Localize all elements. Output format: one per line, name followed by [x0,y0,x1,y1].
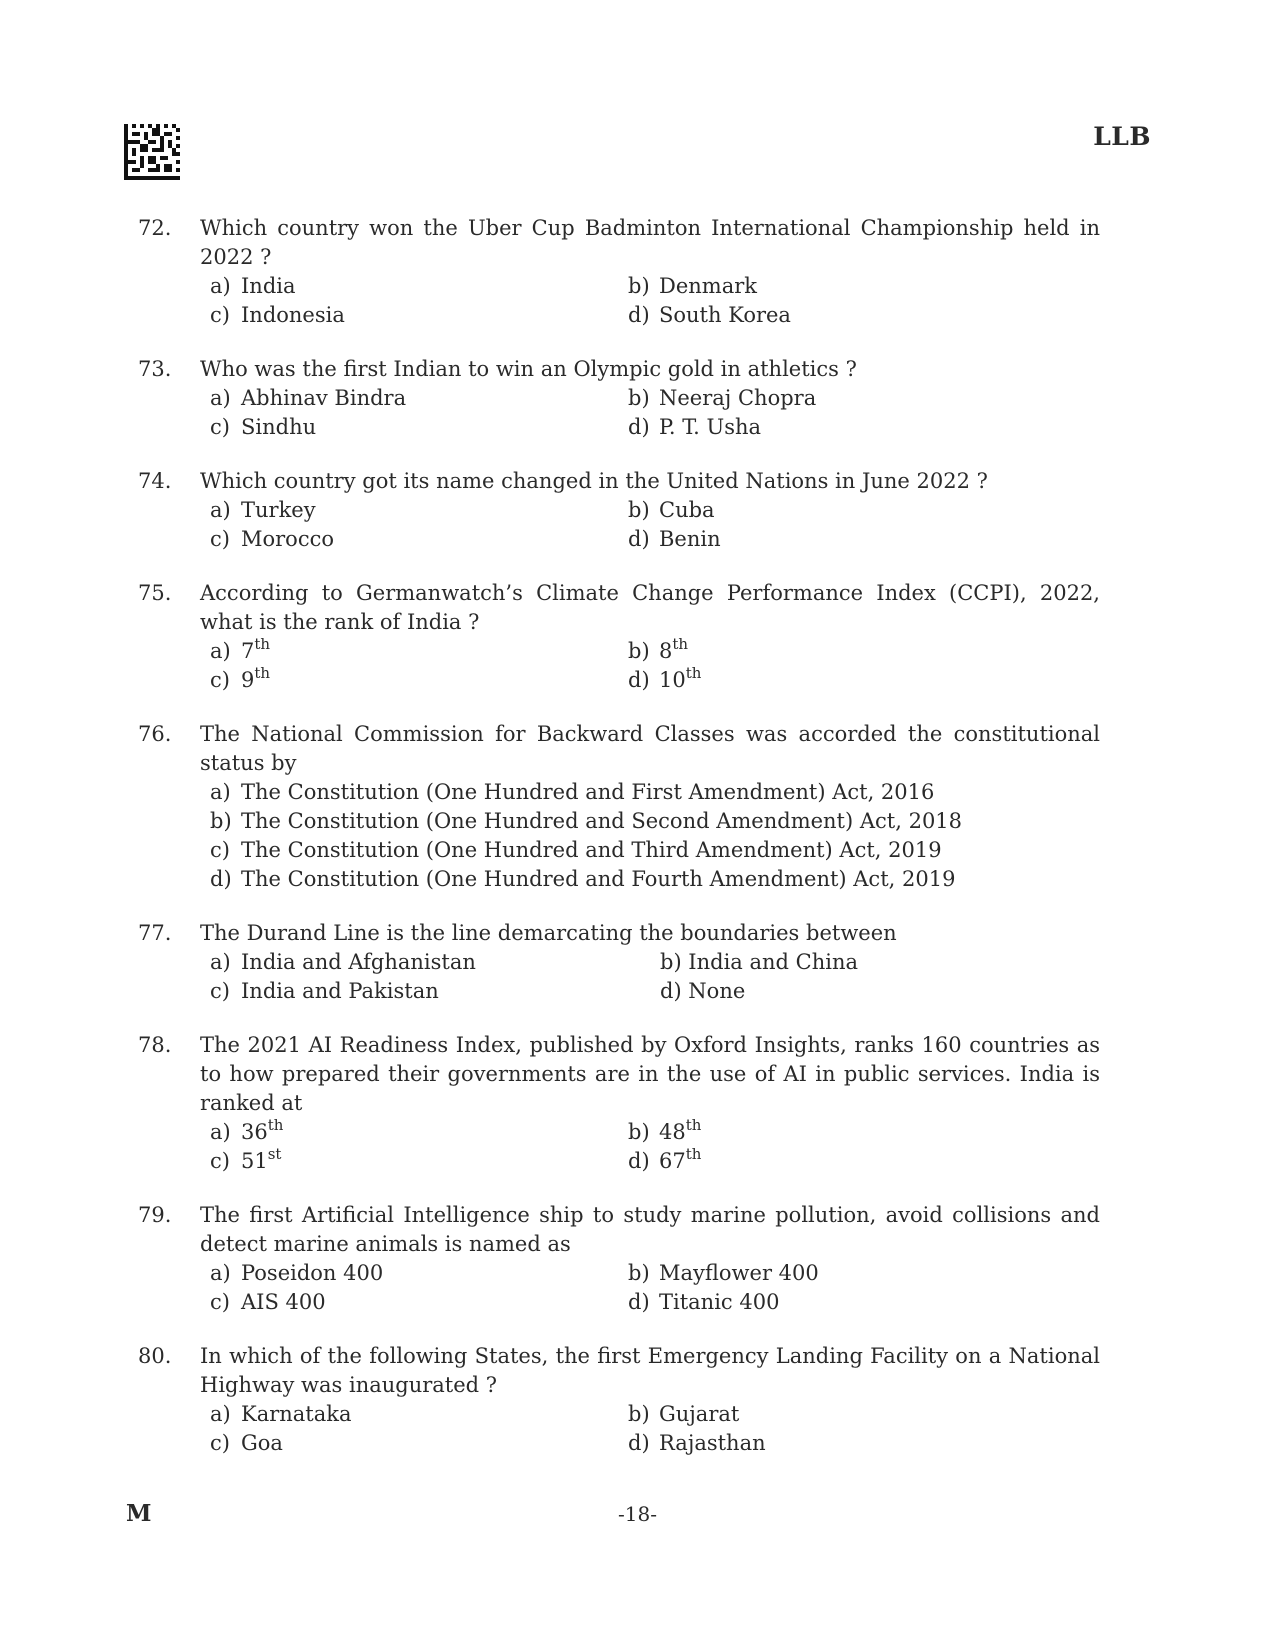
answer-option [210,525,628,554]
option-text: Poseidon 400 [241,1261,384,1285]
option-letter: a) [210,498,231,522]
option-letter: c) [210,979,230,1003]
answer-option [210,836,1100,865]
option-list [210,1400,1100,1458]
option-text: Morocco [241,527,334,551]
question-block [138,1342,1100,1458]
answer-option [210,807,1100,836]
option-letter: c) [210,527,230,551]
question-number: 77. [138,921,172,945]
option-letter: a) [210,1402,231,1426]
question-row [138,467,1100,496]
option-letter: a) [210,386,231,410]
question-block [138,720,1100,894]
question-list [138,214,1100,1483]
option-text: The Constitution (One Hundred and Second Amendment) Act, 2018 [241,809,963,833]
option-text: Benin [659,527,721,551]
option-text: Indonesia [241,303,345,327]
option-letter: c) [210,1149,230,1173]
option-ordinal-suffix: st [267,1145,282,1163]
answer-option [628,637,1100,666]
option-text: Denmark [659,274,757,298]
option-ordinal-suffix: th [685,1145,702,1163]
answer-option [210,1400,628,1429]
option-text: India [241,274,296,298]
option-list [210,778,1100,894]
option-ordinal-suffix: th [267,1116,284,1134]
option-text: Karnataka [241,1402,352,1426]
answer-option [210,1118,628,1147]
question-row [138,579,1100,637]
option-letter: d) [628,527,650,551]
option-text: Gujarat [659,1402,740,1426]
question-row [138,919,1100,948]
booklet-series: M [126,1500,152,1527]
answer-option [628,1288,1100,1317]
option-text: AIS 400 [241,1290,326,1314]
answer-option [628,272,1100,301]
answer-option [628,413,1100,442]
option-text: Sindhu [241,415,317,439]
option-letter: d) [210,867,232,891]
answer-option [628,384,1100,413]
answer-option [210,637,628,666]
answer-option [210,948,660,977]
option-text: Goa [241,1431,283,1455]
answer-option [210,666,628,695]
option-ordinal-suffix: th [254,664,271,682]
option-text: Cuba [659,498,715,522]
option-letter: d) [628,668,650,692]
answer-option [210,413,628,442]
question-row [138,720,1100,778]
option-letter: c) [210,303,230,327]
answer-option [628,301,1100,330]
question-number: 75. [138,581,172,605]
option-list [210,1259,1100,1317]
option-text: Mayflower 400 [659,1261,819,1285]
answer-option [628,1259,1100,1288]
answer-option [210,301,628,330]
option-ordinal-suffix: th [685,1116,702,1134]
option-text: The Constitution (One Hundred and Fourth Amendment) Act, 2019 [241,867,956,891]
option-letter: c) [210,415,230,439]
answer-option [660,977,1100,1006]
option-letter: a) [210,1261,231,1285]
option-text: P. T. Usha [659,415,762,439]
question-number: 72. [138,216,172,240]
option-list [210,948,1100,1006]
option-letter: b) [628,386,650,410]
option-letter: a) [210,780,231,804]
question-number: 74. [138,469,172,493]
question-row [138,355,1100,384]
option-letter: c) [210,1431,230,1455]
option-ordinal-suffix: th [254,635,271,653]
option-list [210,272,1100,330]
answer-option [210,272,628,301]
option-letter: b) [628,274,650,298]
option-list [210,496,1100,554]
question-row [138,1201,1100,1259]
answer-option [660,948,1100,977]
option-ordinal-suffix: th [685,664,702,682]
answer-option [628,525,1100,554]
option-text: The Constitution (One Hundred and Third Amendment) Act, 2019 [241,838,942,862]
option-letter: c) [210,838,230,862]
question-number: 78. [138,1033,172,1057]
option-letter: b) [628,639,650,663]
question-text: The National Commission for Backward Classes was accorded the constitutional status by [200,722,1100,775]
question-block [138,355,1100,442]
option-text: 48 [659,1120,686,1144]
option-letter: d) [628,415,650,439]
option-text: 51 [241,1149,268,1173]
option-list [210,1118,1100,1176]
option-letter: d) [628,1290,650,1314]
answer-option [628,1429,1100,1458]
option-text: Titanic 400 [659,1290,780,1314]
option-text: Rajasthan [659,1431,766,1455]
option-text: India and Afghanistan [241,950,476,974]
answer-option [628,496,1100,525]
option-letter: a) [210,274,231,298]
question-number: 73. [138,357,172,381]
exam-code: LLB [1093,122,1151,151]
question-number: 80. [138,1344,172,1368]
option-letter: b) [210,809,232,833]
question-text: Which country got its name changed in the United Nations in June 2022 ? [200,469,988,493]
option-ordinal-suffix: th [672,635,689,653]
option-text: India and Pakistan [241,979,439,1003]
option-letter: b) [628,1261,650,1285]
option-list [210,637,1100,695]
question-block [138,1201,1100,1317]
option-text: d) None [660,979,746,1003]
option-letter: a) [210,639,231,663]
question-block [138,214,1100,330]
answer-option [210,384,628,413]
answer-option [628,666,1100,695]
question-text: The Durand Line is the line demarcating the boundaries between [200,921,897,945]
answer-option [628,1118,1100,1147]
option-text: The Constitution (One Hundred and First Amendment) Act, 2016 [241,780,935,804]
option-letter: d) [628,1149,650,1173]
question-row [138,1342,1100,1400]
option-text: 9 [241,668,255,692]
option-text: 36 [241,1120,268,1144]
option-letter: d) [628,303,650,327]
question-number: 76. [138,722,172,746]
question-text: According to Germanwatch’s Climate Change Performance Index (CCPI), 2022, what is the rank of India ? [200,581,1100,634]
option-letter: a) [210,1120,231,1144]
question-text: In which of the following States, the first Emergency Landing Facility on a National Highway was inaugurated ? [200,1344,1100,1397]
answer-option [210,496,628,525]
question-text: The 2021 AI Readiness Index, published by Oxford Insights, ranks 160 countries as to how prepared their governments are in the use of AI in public services. India is ranked at [200,1033,1100,1115]
question-block [138,467,1100,554]
option-text: 10 [659,668,686,692]
option-text: South Korea [659,303,791,327]
option-text: b) India and China [660,950,859,974]
question-block [138,579,1100,695]
question-number: 79. [138,1203,172,1227]
option-letter: b) [628,498,650,522]
question-text: Who was the first Indian to win an Olympic gold in athletics ? [200,357,857,381]
question-row [138,1031,1100,1118]
option-text: 8 [659,639,673,663]
option-text: Turkey [241,498,316,522]
option-text: Abhinav Bindra [241,386,407,410]
question-block [138,1031,1100,1176]
option-letter: b) [628,1402,650,1426]
answer-option [210,1288,628,1317]
option-letter: a) [210,950,231,974]
question-block [138,919,1100,1006]
datamatrix-code-icon [124,124,180,180]
option-letter: b) [628,1120,650,1144]
option-text: Neeraj Chopra [659,386,817,410]
option-letter: c) [210,668,230,692]
question-text: The first Artificial Intelligence ship to study marine pollution, avoid collisions and detect marine animals is named as [200,1203,1100,1256]
answer-option [210,1429,628,1458]
answer-option [210,865,1100,894]
option-list [210,384,1100,442]
answer-option [628,1400,1100,1429]
answer-option [210,977,660,1006]
option-letter: d) [628,1431,650,1455]
option-letter: c) [210,1290,230,1314]
question-text: Which country won the Uber Cup Badminton International Championship held in 2022 ? [200,216,1100,269]
question-row [138,214,1100,272]
page-number: -18- [618,1502,657,1526]
option-text: 7 [241,639,255,663]
option-text: 67 [659,1149,686,1173]
answer-option [210,778,1100,807]
answer-option [628,1147,1100,1176]
answer-option [210,1259,628,1288]
answer-option [210,1147,628,1176]
